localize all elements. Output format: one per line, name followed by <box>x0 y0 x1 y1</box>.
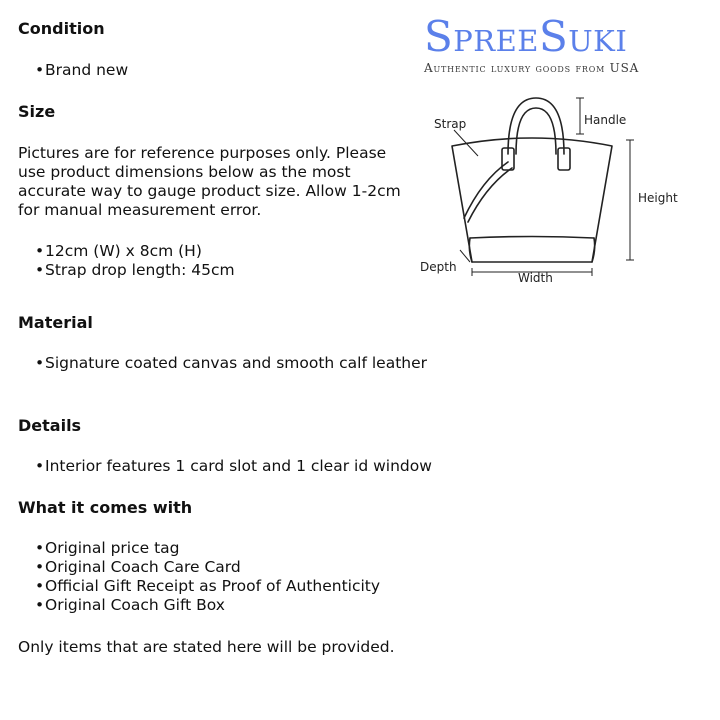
list-item: • Original price tag <box>18 539 380 558</box>
footer-note: Only items that are stated here will be provided. <box>18 638 395 656</box>
brand-logo <box>424 14 716 75</box>
list-item: • Original Coach Gift Box <box>18 596 380 615</box>
size-paragraph: Pictures are for reference purposes only. Please use product dimensions below as the most accurate way to gauge product size. Allow 1-2cm for manual measurement error. <box>18 144 401 219</box>
list-item: • Interior features 1 card slot and 1 clear id window <box>18 457 432 476</box>
list-item: • Signature coated canvas and smooth calf leather <box>18 354 427 373</box>
condition-list <box>18 61 128 80</box>
size-heading: Size <box>18 102 56 121</box>
strap <box>464 162 508 218</box>
includes-heading: What it comes with <box>18 498 193 517</box>
list-item: • Strap drop length: 45cm <box>18 261 235 280</box>
bag-base-line <box>470 237 594 239</box>
strap-label: Strap <box>434 117 467 131</box>
depth-label: Depth <box>420 260 457 274</box>
size-list <box>18 242 235 280</box>
list-item: • Official Gift Receipt as Proof of Authenticity <box>18 577 380 596</box>
width-label: Width <box>518 271 553 285</box>
strap-inner <box>468 168 512 222</box>
handle-label: Handle <box>584 113 627 127</box>
details-heading: Details <box>18 416 82 435</box>
bag-dimension-diagram <box>412 90 712 290</box>
details-list <box>18 457 432 476</box>
list-item: • Original Coach Care Card <box>18 558 380 577</box>
bag-outline <box>452 138 612 262</box>
handle-right <box>516 108 556 154</box>
list-item: • Brand new <box>18 61 128 80</box>
list-item: • 12cm (W) x 8cm (H) <box>18 242 235 261</box>
brand-name: SpreeSuki <box>424 12 628 61</box>
includes-list <box>18 539 380 615</box>
material-heading: Material <box>18 313 93 332</box>
height-label: Height <box>638 191 678 205</box>
condition-heading: Condition <box>18 19 105 38</box>
material-list <box>18 354 427 373</box>
brand-tagline: Authentic luxury goods from USA <box>424 61 640 75</box>
